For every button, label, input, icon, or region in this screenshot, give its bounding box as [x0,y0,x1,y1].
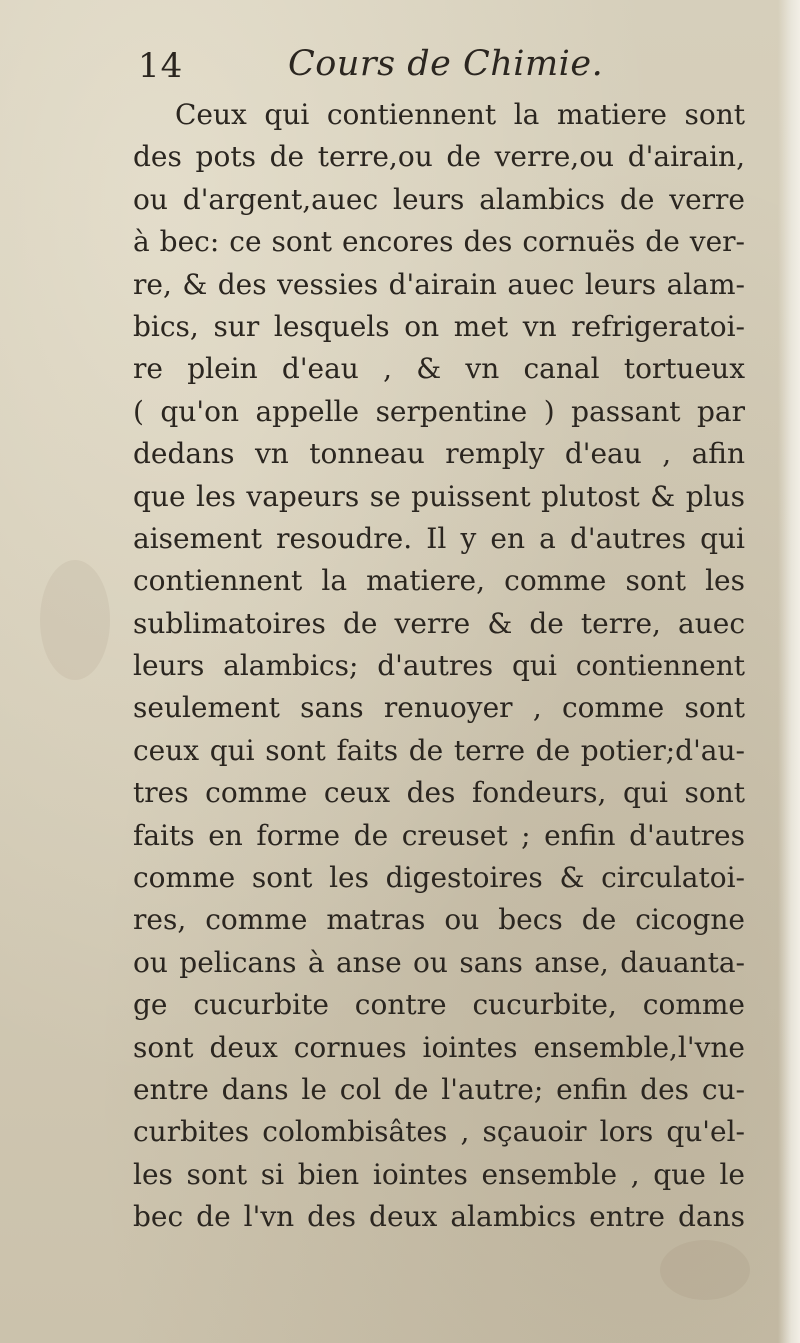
text-line: à bec: ce sont encores des cornuës de ver- [133,225,745,259]
text-line: seulement sans renuoyer , comme sont [133,691,745,725]
text-line: res, comme matras ou becs de cicogne [133,903,745,937]
page-number: 14 [138,46,184,86]
text-line: faits en forme de creuset ; enfin d'autres [133,818,745,852]
text-line: dedans vn tonneau remply d'eau , afin [133,437,745,471]
running-title: Cours de Chimie. [288,44,604,84]
text-line: que les vapeurs se puissent plutost & plus [133,479,745,513]
text-line: bics, sur lesquels on met vn refrigeratoi- [133,309,745,343]
text-line: entre dans le col de l'autre; enfin des cu- [133,1072,745,1106]
text-line: ou pelicans à anse ou sans anse, dauanta- [133,945,745,979]
text-line: tres comme ceux des fondeurs, qui sont [133,776,745,810]
paper-stain [660,1240,750,1300]
text-line: ceux qui sont faits de terre de potier;d'au- [133,733,745,767]
text-line: Ceux qui contiennent la matiere sont [175,98,745,131]
text-line: curbites colombisâtes , sçauoir lors qu'el- [133,1115,745,1149]
text-line: ou d'argent,auec leurs alambics de verre [133,182,745,216]
text-line: sublimatoires de verre & de terre, auec [133,606,745,640]
text-line: comme sont les digestoires & circulatoi- [133,861,745,895]
text-line: leurs alambics; d'autres qui contiennent [133,649,745,683]
text-line: bec de l'vn des deux alambics entre dans [133,1200,745,1234]
text-line: sont deux cornues iointes ensemble,l'vne [133,1030,745,1064]
text-line: ( qu'on appelle serpentine ) passant par [133,394,745,428]
text-line: re, & des vessies d'airain auec leurs alam- [133,267,745,301]
text-line: des pots de terre,ou de verre,ou d'airain, [133,140,745,174]
text-line: contiennent la matiere, comme sont les [133,564,745,598]
page-header [138,40,758,92]
text-line: aisement resoudre. Il y en a d'autres qui [133,521,745,555]
text-line: ge cucurbite contre cucurbite, comme [133,988,745,1022]
body-text [133,94,745,1239]
text-line: re plein d'eau , & vn canal tortueux [133,352,745,386]
text-line: les sont si bien iointes ensemble , que le [133,1157,745,1191]
paper-stain [40,560,110,680]
